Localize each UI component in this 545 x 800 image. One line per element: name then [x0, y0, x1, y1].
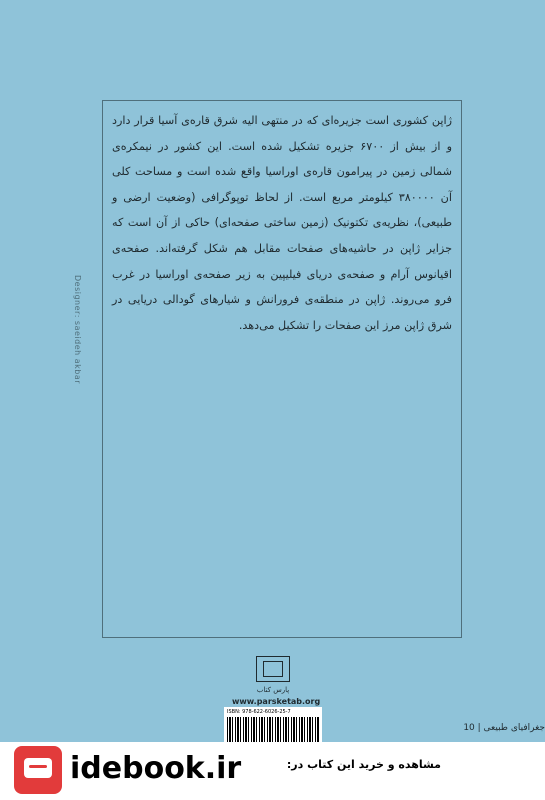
- series-label: جغرافیای طبیعی | 10: [463, 723, 545, 733]
- paragraph: ژاپن کشوری است جزیره‌ای که در منتهی الیه شرق قاره‌ی آسیا قرار دارد و از بیش از ۶۷۰۰ جزیره تشکیل شده است. این کشور در نیمکره‌ی شمالی زمین در پیرامون قاره‌ی اوراسیا واقع شده است و مساحت کلی آن ۳۸۰۰۰۰ کیلومتر مربع است. از لحاظ توپوگرافی (وضعیت ارضی و طبیعی)، نظریه‌ی تکتونیک (زمین ساختی صفحه‌ای) حاکی از آن است که جزایر ژاپن در حاشیه‌های صفحات مقابل هم شکل گرفته‌اند. صفحه‌ی اقیانوس آرام و صفحه‌ی دریای فیلیپین به زیر صفحه‌ی اوراسیا در غرب فرو می‌روند. ژاپن در منطقه‌ی فرورانش و شیارهای گودالی دریایی در شرق ژاپن مرز این صفحات را تشکیل می‌دهد.: [112, 114, 452, 332]
- website-link[interactable]: www.parsketab.org: [232, 697, 321, 706]
- logo-mark: [263, 661, 283, 677]
- site-logo: idebook.ir: [70, 751, 242, 786]
- banner-text: مشاهده و خرید این کتاب در:: [286, 758, 441, 771]
- designer-credit: Designer: saeideh akbar: [73, 275, 82, 385]
- book-icon: [14, 746, 62, 794]
- watermark-banner[interactable]: [0, 742, 545, 800]
- back-cover-text: [112, 108, 452, 338]
- isbn-text: ISBN: 978-622-6026-25-7: [227, 709, 291, 715]
- publisher-logo: [256, 656, 290, 682]
- publisher-name: پارس کتاب: [256, 686, 290, 694]
